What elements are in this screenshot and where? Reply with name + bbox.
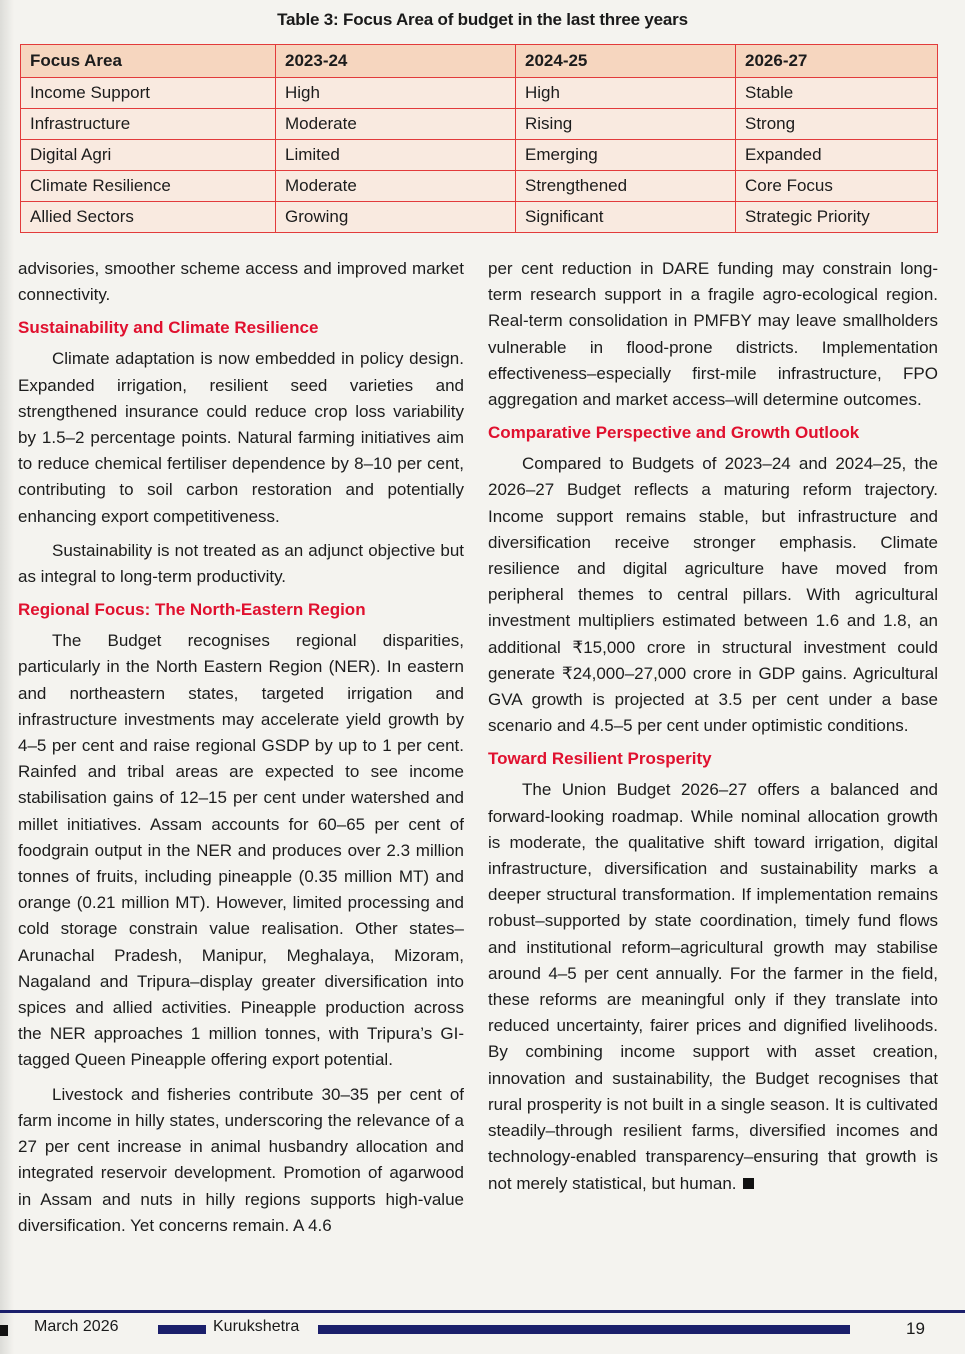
focus-area-table	[20, 44, 938, 233]
cell-focus-area: Infrastructure	[21, 109, 276, 140]
footer-magazine-name: Kurukshetra	[213, 1318, 300, 1335]
paragraph: The Budget recognises regional disparities, particularly in the North Eastern Region (NER). In eastern and northeastern states, targeted irrigation and infrastructure investments may accelerate yield growth by 4–5 per cent and raise regional GSDP by up to 1 per cent. Rainfed and tribal areas are expected to see income stabilisation gains of 12–15 per cent under watershed and millet initiatives. Assam accounts for 60–65 per cent of foodgrain output in the NER and produces over 2.3 million tonnes of fruits, including pineapple (0.35 million MT) and orange (0.21 million MT). However, limited processing and cold storage constrain value realisation. Other states–Arunachal Pradesh, Manipur, Meghalaya, Mizoram, Nagaland and Tripura–display greater diversification into spices and allied activities. Pineapple production across the NER approaches 1 million tonnes, with Tripura’s GI-tagged Queen Pineapple offering export potential.	[18, 631, 464, 1070]
paragraph-continued: advisories, smoother scheme access and improved market connectivity.	[18, 259, 464, 305]
cell-focus-area: Digital Agri	[21, 140, 276, 171]
left-text-column	[18, 256, 464, 1247]
cell-2026-27: Expanded	[736, 140, 938, 171]
paragraph-continued: per cent reduction in DARE funding may constrain long-term research support in a fragile agro-ecological region. Real-term consolidation in PMFBY may leave smallholders vulnerable in flood-prone districts. Implementation effectiveness–especially first-mile infrastructure, FPO aggregation and market access–will determine outcomes.	[488, 259, 938, 410]
cell-2024-25: Rising	[516, 109, 736, 140]
page-footer	[0, 1318, 965, 1346]
section-heading-resilient-prosperity: Toward Resilient Prosperity	[488, 749, 712, 769]
footer-bar-decoration	[158, 1325, 206, 1334]
cell-focus-area: Climate Resilience	[21, 171, 276, 202]
right-text-column	[488, 256, 938, 1205]
cell-2024-25: Significant	[516, 202, 736, 233]
cell-2024-25: High	[516, 78, 736, 109]
page-number: 19	[906, 1319, 925, 1338]
table-row	[21, 140, 938, 171]
paragraph: Compared to Budgets of 2023–24 and 2024–25, the 2026–27 Budget reflects a maturing reform trajectory. Income support remains stable, but infrastructure and diversification receive stronger emphasis. Climate resilience and digital agriculture have moved from peripheral themes to central pillars. With agricultural investment multipliers estimated between 1.6 and 1.8, an additional ₹15,000 crore in structural investment could generate ₹24,000–27,000 crore in GDP gains. Agricultural GVA growth is projected at 3.5 per cent under a base scenario and 4.5–5 per cent under optimistic conditions.	[488, 454, 938, 736]
section-heading-sustainability: Sustainability and Climate Resilience	[18, 318, 319, 338]
cell-2026-27: Strong	[736, 109, 938, 140]
header-2026-27: 2026-27	[736, 45, 938, 78]
cell-2024-25: Strengthened	[516, 171, 736, 202]
footer-square-icon	[0, 1325, 8, 1336]
table-header-row	[21, 45, 938, 78]
paragraph: Climate adaptation is now embedded in policy design. Expanded irrigation, resilient seed varieties and strengthened insurance could reduce crop loss variability by 1.5–2 percentage points. Natural farming initiatives aim to reduce chemical fertiliser dependence by 8–10 per cent, contributing to soil carbon restoration and potentially enhancing export competitiveness.	[18, 349, 464, 526]
footer-bar-decoration	[318, 1325, 850, 1334]
cell-2026-27: Core Focus	[736, 171, 938, 202]
header-focus-area: Focus Area	[21, 45, 276, 78]
table-row	[21, 202, 938, 233]
table-row	[21, 78, 938, 109]
table-caption: Table 3: Focus Area of budget in the last three years	[277, 10, 688, 29]
cell-2026-27: Stable	[736, 78, 938, 109]
paragraph: Livestock and fisheries contribute 30–35 per cent of farm income in hilly states, underscoring the relevance of a 27 per cent increase in animal husbandry allocation and integrated reservoir development. Promotion of agarwood in Assam and nuts in hilly regions supports high-value diversification. Yet concerns remain. A 4.6	[18, 1084, 464, 1235]
page-gutter-shadow	[0, 0, 14, 1354]
table-row	[21, 109, 938, 140]
cell-2023-24: Growing	[276, 202, 516, 233]
end-of-article-square-icon	[743, 1178, 754, 1189]
footer-date: March 2026	[34, 1318, 119, 1335]
cell-2023-24: Limited	[276, 140, 516, 171]
header-2023-24: 2023-24	[276, 45, 516, 78]
cell-focus-area: Allied Sectors	[21, 202, 276, 233]
cell-2023-24: Moderate	[276, 171, 516, 202]
cell-2024-25: Emerging	[516, 140, 736, 171]
footer-rule	[0, 1310, 965, 1313]
section-heading-regional-focus: Regional Focus: The North-Eastern Region	[18, 600, 366, 620]
section-heading-comparative-perspective: Comparative Perspective and Growth Outlook	[488, 423, 860, 443]
cell-focus-area: Income Support	[21, 78, 276, 109]
cell-2023-24: Moderate	[276, 109, 516, 140]
paragraph-final	[488, 777, 938, 1196]
table-row	[21, 171, 938, 202]
paragraph: Sustainability is not treated as an adjunct objective but as integral to long-term productivity.	[18, 540, 464, 587]
cell-2023-24: High	[276, 78, 516, 109]
header-2024-25: 2024-25	[516, 45, 736, 78]
cell-2026-27: Strategic Priority	[736, 202, 938, 233]
paragraph-text: The Union Budget 2026–27 offers a balanced and forward-looking roadmap. While nominal allocation growth is moderate, the qualitative shift toward irrigation, digital infrastructure, diversification and sustainability marks a deeper structural transformation. If implementation remains robust–supported by state coordination, timely fund flows and institutional reform–agricultural growth may stabilise around 4–5 per cent annually. For the farmer in the field, these reforms are meaningful only if they translate into reduced uncertainty, fairer prices and dignified livelihoods. By combining income support with asset creation, innovation and sustainability, the Budget recognises that rural prosperity is not built in a single season. It is cultivated steadily–through resilient farms, diversified incomes and technology-enabled transparency–ensuring that growth is not merely statistical, but human.	[488, 780, 938, 1193]
